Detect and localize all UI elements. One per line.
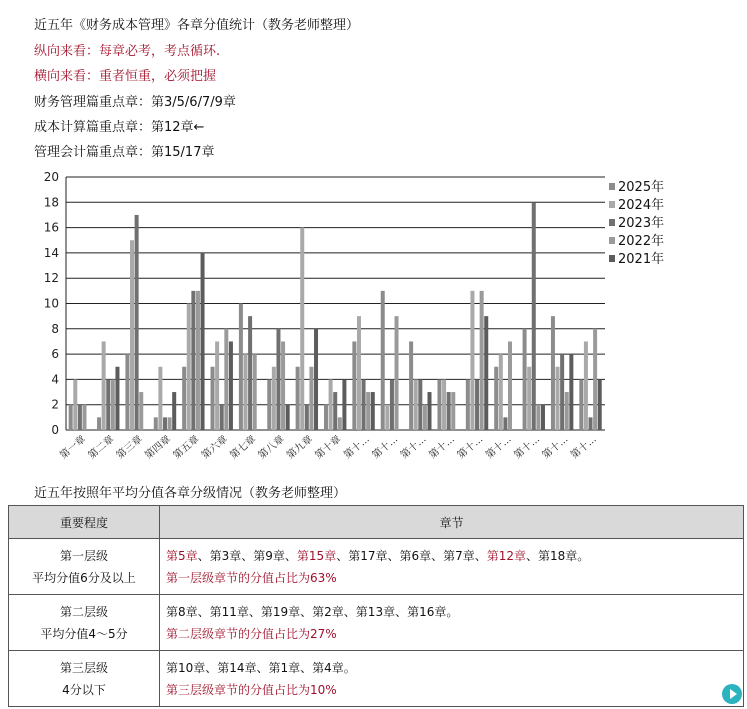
- bar: [187, 304, 191, 431]
- chapter-list: 第10章、第14章、第1章、第4章。: [166, 660, 356, 675]
- levels-table: [8, 505, 744, 707]
- level-name: 第二层级: [59, 604, 108, 619]
- bar: [385, 405, 389, 430]
- bar: [69, 405, 73, 430]
- bar: [82, 405, 86, 430]
- bar: [475, 379, 479, 430]
- level-share-note: 第一层级章节的分值占比为63%: [166, 570, 337, 585]
- bar: [584, 341, 588, 430]
- horizontal-note: 横向来看：重者恒重，必须把握: [34, 69, 217, 84]
- management-focus: 管理会计篇重点章：第15/17章: [34, 145, 215, 160]
- bar: [168, 417, 172, 430]
- bar: [300, 228, 304, 430]
- bar: [191, 291, 195, 430]
- bar: [139, 392, 143, 430]
- chart-legend: [609, 179, 664, 267]
- x-tick-label: 第十...: [483, 433, 514, 462]
- level-row: [9, 595, 744, 651]
- y-tick-label: 6: [51, 347, 59, 362]
- bar: [503, 417, 507, 430]
- y-tick-label: 10: [43, 296, 59, 311]
- chapters-cell: [160, 539, 744, 595]
- bar: [357, 316, 361, 430]
- level-cell: [9, 539, 160, 595]
- finance-focus: 财务管理篇重点章：第3/5/6/7/9章: [34, 95, 236, 110]
- bar: [229, 341, 233, 430]
- bar: [589, 417, 593, 430]
- legend-label: 2022年: [618, 234, 665, 249]
- x-tick-label: 第八章: [256, 433, 287, 462]
- importance-header: 重要程度: [9, 506, 160, 539]
- level-name: 第三层级: [59, 660, 108, 675]
- bar: [281, 341, 285, 430]
- bar: [111, 379, 115, 430]
- y-tick-label: 8: [51, 321, 59, 336]
- bar: [154, 417, 158, 430]
- bar: [248, 316, 252, 430]
- y-tick-label: 12: [43, 271, 59, 286]
- bar: [541, 405, 545, 430]
- level-row: [9, 651, 744, 707]
- bar: [333, 392, 337, 430]
- level-criteria: 4分以下: [62, 682, 106, 697]
- bar: [211, 367, 215, 430]
- bar: [130, 240, 134, 430]
- levels-title: 近五年按照年平均分值各章分级情况（教务老师整理）: [34, 486, 347, 501]
- chapter-list: 第8章、第11章、第19章、第2章、第13章、第16章。: [166, 604, 459, 619]
- play-button[interactable]: [722, 684, 742, 704]
- x-tick-label: 第十...: [455, 433, 486, 462]
- x-tick-label: 第一章: [58, 433, 89, 462]
- bar: [366, 392, 370, 430]
- bar: [381, 291, 385, 430]
- bar: [286, 405, 290, 430]
- bar: [243, 354, 247, 430]
- bar: [560, 354, 564, 430]
- bar: [215, 341, 219, 430]
- bar: [272, 367, 276, 430]
- x-tick-label: 第十...: [370, 433, 401, 462]
- level-cell: [9, 595, 160, 651]
- y-tick-label: 2: [51, 397, 59, 412]
- bar: [78, 405, 82, 430]
- y-tick-label: 18: [43, 195, 59, 210]
- bar: [163, 417, 167, 430]
- bar: [536, 405, 540, 430]
- bar: [276, 329, 280, 430]
- x-tick-label: 第七章: [228, 433, 259, 462]
- y-tick-label: 4: [51, 372, 59, 387]
- bar: [106, 379, 110, 430]
- bar: [466, 379, 470, 430]
- chapter-list: 第5章、第3章、第9章、第15章、第17章、第6章、第7章、第12章、第18章。: [166, 548, 590, 563]
- bar: [338, 417, 342, 430]
- level-name: 第一层级: [59, 548, 108, 563]
- bar: [267, 379, 271, 430]
- level-share-note: 第三层级章节的分值占比为10%: [166, 682, 337, 697]
- bar: [499, 354, 503, 430]
- legend-label: 2023年: [618, 216, 665, 231]
- chapters-cell: [160, 651, 744, 707]
- bar: [296, 367, 300, 430]
- bar: [598, 379, 602, 430]
- bar: [102, 341, 106, 430]
- bar: [125, 354, 129, 430]
- bar: [523, 329, 527, 430]
- x-tick-label: 第四章: [143, 433, 174, 462]
- bar: [220, 405, 224, 430]
- bar: [115, 367, 119, 430]
- bar: [314, 329, 318, 430]
- bar: [569, 354, 573, 430]
- bar: [172, 392, 176, 430]
- bar: [73, 379, 77, 430]
- bar: [362, 379, 366, 430]
- bar: [565, 392, 569, 430]
- bar: [418, 379, 422, 430]
- y-tick-label: 0: [51, 423, 59, 437]
- bar: [532, 202, 536, 430]
- bar: [579, 379, 583, 430]
- level-row: [9, 539, 744, 595]
- chart-y-axis: [44, 170, 66, 437]
- chapters-header: 章节: [160, 506, 744, 539]
- x-tick-label: 第十...: [540, 433, 571, 462]
- bar: [97, 417, 101, 430]
- x-tick-label: 第十章: [313, 433, 344, 462]
- y-tick-label: 16: [43, 220, 59, 235]
- bar: [324, 405, 328, 430]
- y-tick-label: 14: [43, 245, 59, 260]
- bar: [414, 379, 418, 430]
- bar: [395, 316, 399, 430]
- x-tick-label: 第三章: [114, 433, 145, 462]
- bar: [527, 367, 531, 430]
- bar: [329, 379, 333, 430]
- x-tick-label: 第二章: [86, 433, 117, 462]
- bar: [423, 405, 427, 430]
- bar: [224, 329, 228, 430]
- chart-bars: [69, 202, 602, 430]
- bar: [409, 341, 413, 430]
- page-title: 近五年《财务成本管理》各章分值统计（教务老师整理）: [34, 18, 360, 33]
- score-bar-chart: [0, 166, 747, 476]
- bar: [484, 316, 488, 430]
- bar: [352, 341, 356, 430]
- x-tick-label: 第十...: [427, 433, 457, 462]
- x-tick-label: 第十...: [398, 433, 429, 462]
- bar: [480, 291, 484, 430]
- chapters-cell: [160, 595, 744, 651]
- level-cell: [9, 651, 160, 707]
- levels-table-header: [9, 506, 744, 539]
- legend-swatch: [609, 201, 615, 208]
- legend-swatch: [609, 183, 615, 190]
- bar: [342, 379, 346, 430]
- legend-label: 2024年: [618, 198, 665, 213]
- x-tick-label: 第十...: [569, 433, 599, 462]
- x-tick-label: 第五章: [171, 433, 202, 462]
- bar: [437, 379, 441, 430]
- bar: [551, 316, 555, 430]
- bar: [390, 379, 394, 430]
- legend-swatch: [609, 255, 615, 262]
- legend-label: 2021年: [618, 252, 665, 267]
- bar: [593, 329, 597, 430]
- bar: [494, 367, 498, 430]
- bar: [253, 354, 257, 430]
- level-share-note: 第二层级章节的分值占比为27%: [166, 626, 337, 641]
- x-tick-label: 第六章: [199, 433, 230, 462]
- bar: [371, 392, 375, 430]
- legend-label: 2025年: [618, 180, 665, 195]
- level-criteria: 平均分值4～5分: [40, 626, 128, 641]
- bar: [239, 304, 243, 431]
- bar: [309, 367, 313, 430]
- bar: [182, 367, 186, 430]
- bar: [201, 253, 205, 430]
- bar: [196, 291, 200, 430]
- cost-focus: 成本计算篇重点章：第12章←: [34, 120, 205, 135]
- bar: [447, 392, 451, 430]
- bar: [470, 291, 474, 430]
- y-tick-label: 20: [43, 170, 59, 184]
- level-criteria: 平均分值6分及以上: [32, 570, 136, 585]
- bar: [556, 367, 560, 430]
- x-tick-label: 第十...: [342, 433, 372, 462]
- x-tick-label: 第十...: [512, 433, 543, 462]
- bar: [305, 405, 309, 430]
- bar: [442, 379, 446, 430]
- chart-x-axis: [57, 432, 599, 461]
- bar: [158, 367, 162, 430]
- legend-swatch: [609, 219, 615, 226]
- legend-swatch: [609, 237, 615, 244]
- vertical-note: 纵向来看：每章必考，考点循环.: [34, 44, 221, 59]
- bar: [508, 341, 512, 430]
- bar: [451, 392, 455, 430]
- x-tick-label: 第九章: [285, 433, 316, 462]
- bar: [428, 392, 432, 430]
- bar: [135, 215, 139, 430]
